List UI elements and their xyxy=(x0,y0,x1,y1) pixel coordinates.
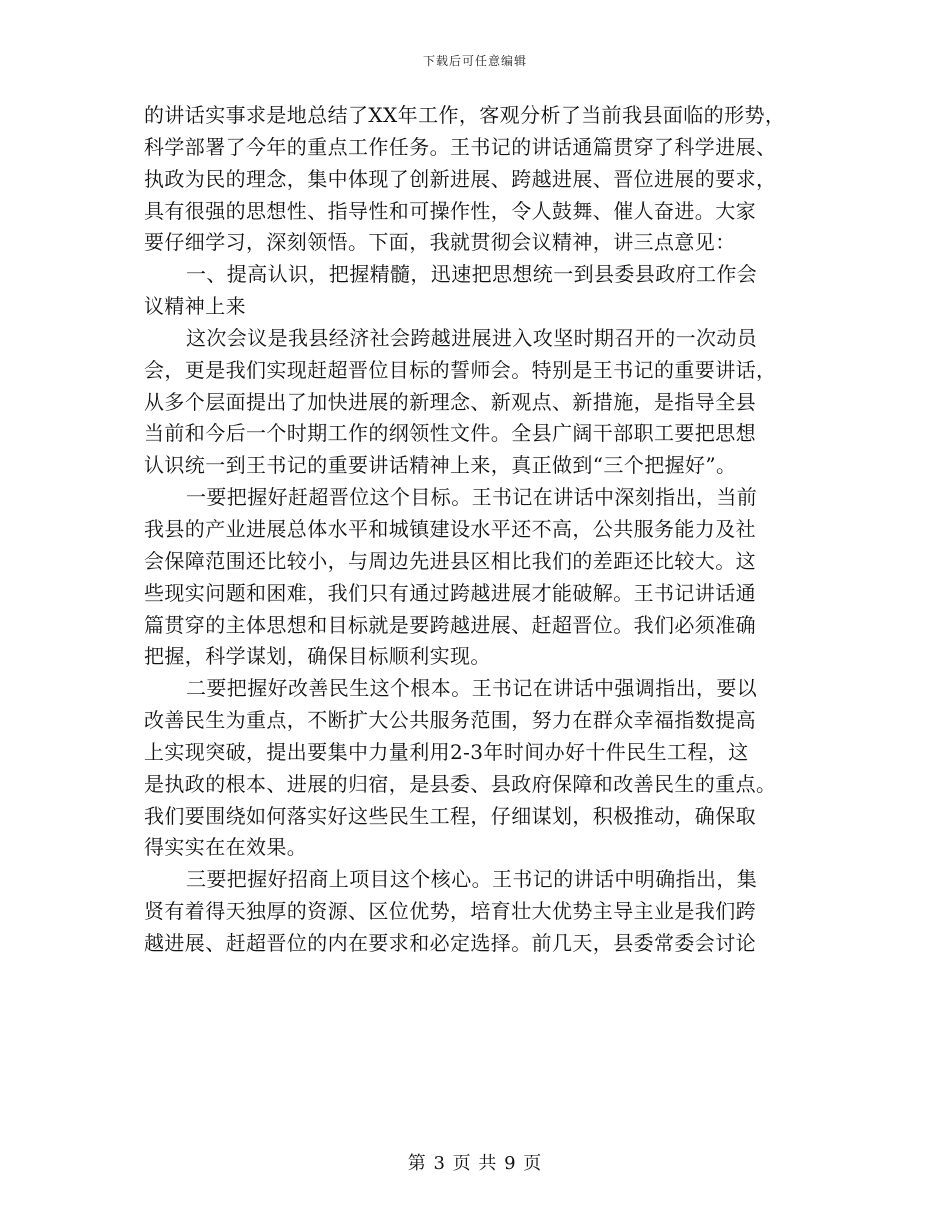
text-line: 这次会议是我县经济社会跨越进展进入攻坚时期召开的一次动员 xyxy=(186,325,758,350)
paragraph-1 xyxy=(144,100,808,259)
text-line: 上实现突破，提出要集中力量利用2-3年时间办好十件民生工程，这 xyxy=(144,739,749,764)
text-line: 会保障范围还比较小，与周边先进县区相比我们的差距还比较大。这 xyxy=(144,548,756,573)
paragraph-2 xyxy=(144,323,808,482)
text-line: 的讲话实事求是地总结了XX年工作，客观分析了当前我县面临的形势， xyxy=(144,103,786,127)
text-line: 要仔细学习，深刻领悟。下面，我就贯彻会议精神，讲三点意见： xyxy=(144,230,736,255)
text-line: 议精神上来 xyxy=(144,294,246,319)
page-number-footer: 第 3 页 共 9 页 xyxy=(407,1153,543,1174)
text-line: 得实实在在效果。 xyxy=(144,835,308,860)
document-body xyxy=(144,100,808,960)
text-line: 当前和今后一个时期工作的纲领性文件。全县广阔干部职工要把思想 xyxy=(144,421,756,446)
text-line: 会，更是我们实现赶超晋位目标的誓师会。特别是王书记的重要讲话， xyxy=(144,357,777,382)
text-line: 科学部署了今年的重点工作任务。王书记的讲话通篇贯穿了科学进展、 xyxy=(144,134,777,159)
text-line: 篇贯穿的主体思想和目标就是要跨越进展、赶超晋位。我们必须准确 xyxy=(144,612,756,637)
text-line: 我县的产业进展总体水平和城镇建设水平还不高，公共服务能力及社 xyxy=(144,516,756,541)
text-line: 执政为民的理念，集中体现了创新进展、跨越进展、晋位进展的要求， xyxy=(144,166,777,191)
text-line: 一、提高认识，把握精髓，迅速把思想统一到县委县政府工作会 xyxy=(186,262,758,287)
section-heading-1 xyxy=(144,259,808,323)
text-line: 具有很强的思想性、指导性和可操作性，令人鼓舞、催人奋进。大家 xyxy=(144,198,756,223)
paragraph-3 xyxy=(144,482,808,673)
text-line: 二要把握好改善民生这个根本。王书记在讲话中强调指出，要以 xyxy=(186,676,758,701)
text-line: 三要把握好招商上项目这个核心。王书记的讲话中明确指出，集 xyxy=(186,867,758,892)
text-line: 把握，科学谋划，确保目标顺利实现。 xyxy=(144,644,491,669)
text-line: 改善民生为重点，不断扩大公共服务范围，努力在群众幸福指数提高 xyxy=(144,708,756,733)
text-line: 从多个层面提出了加快进展的新理念、新观点、新措施，是指导全县 xyxy=(144,389,756,414)
text-line: 一要把握好赶超晋位这个目标。王书记在讲话中深刻指出，当前 xyxy=(186,485,758,510)
text-line: 越进展、赶超晋位的内在要求和必定选择。前几天，县委常委会讨论 xyxy=(144,930,756,955)
paragraph-4 xyxy=(144,673,808,864)
page-header: 下载后可任意编辑 xyxy=(422,54,527,68)
text-line: 些现实问题和困难，我们只有通过跨越进展才能破解。王书记讲话通 xyxy=(144,580,756,605)
text-line: 是执政的根本、进展的归宿，是县委、县政府保障和改善民生的重点。 xyxy=(144,771,777,796)
text-line: 认识统一到王书记的重要讲话精神上来，真正做到“三个把握好”。 xyxy=(144,453,737,478)
paragraph-5 xyxy=(144,864,808,960)
text-line: 我们要围绕如何落实好这些民生工程，仔细谋划，积极推动，确保取 xyxy=(144,803,756,828)
text-line: 贤有着得天独厚的资源、区位优势，培育壮大优势主导主业是我们跨 xyxy=(144,899,756,924)
